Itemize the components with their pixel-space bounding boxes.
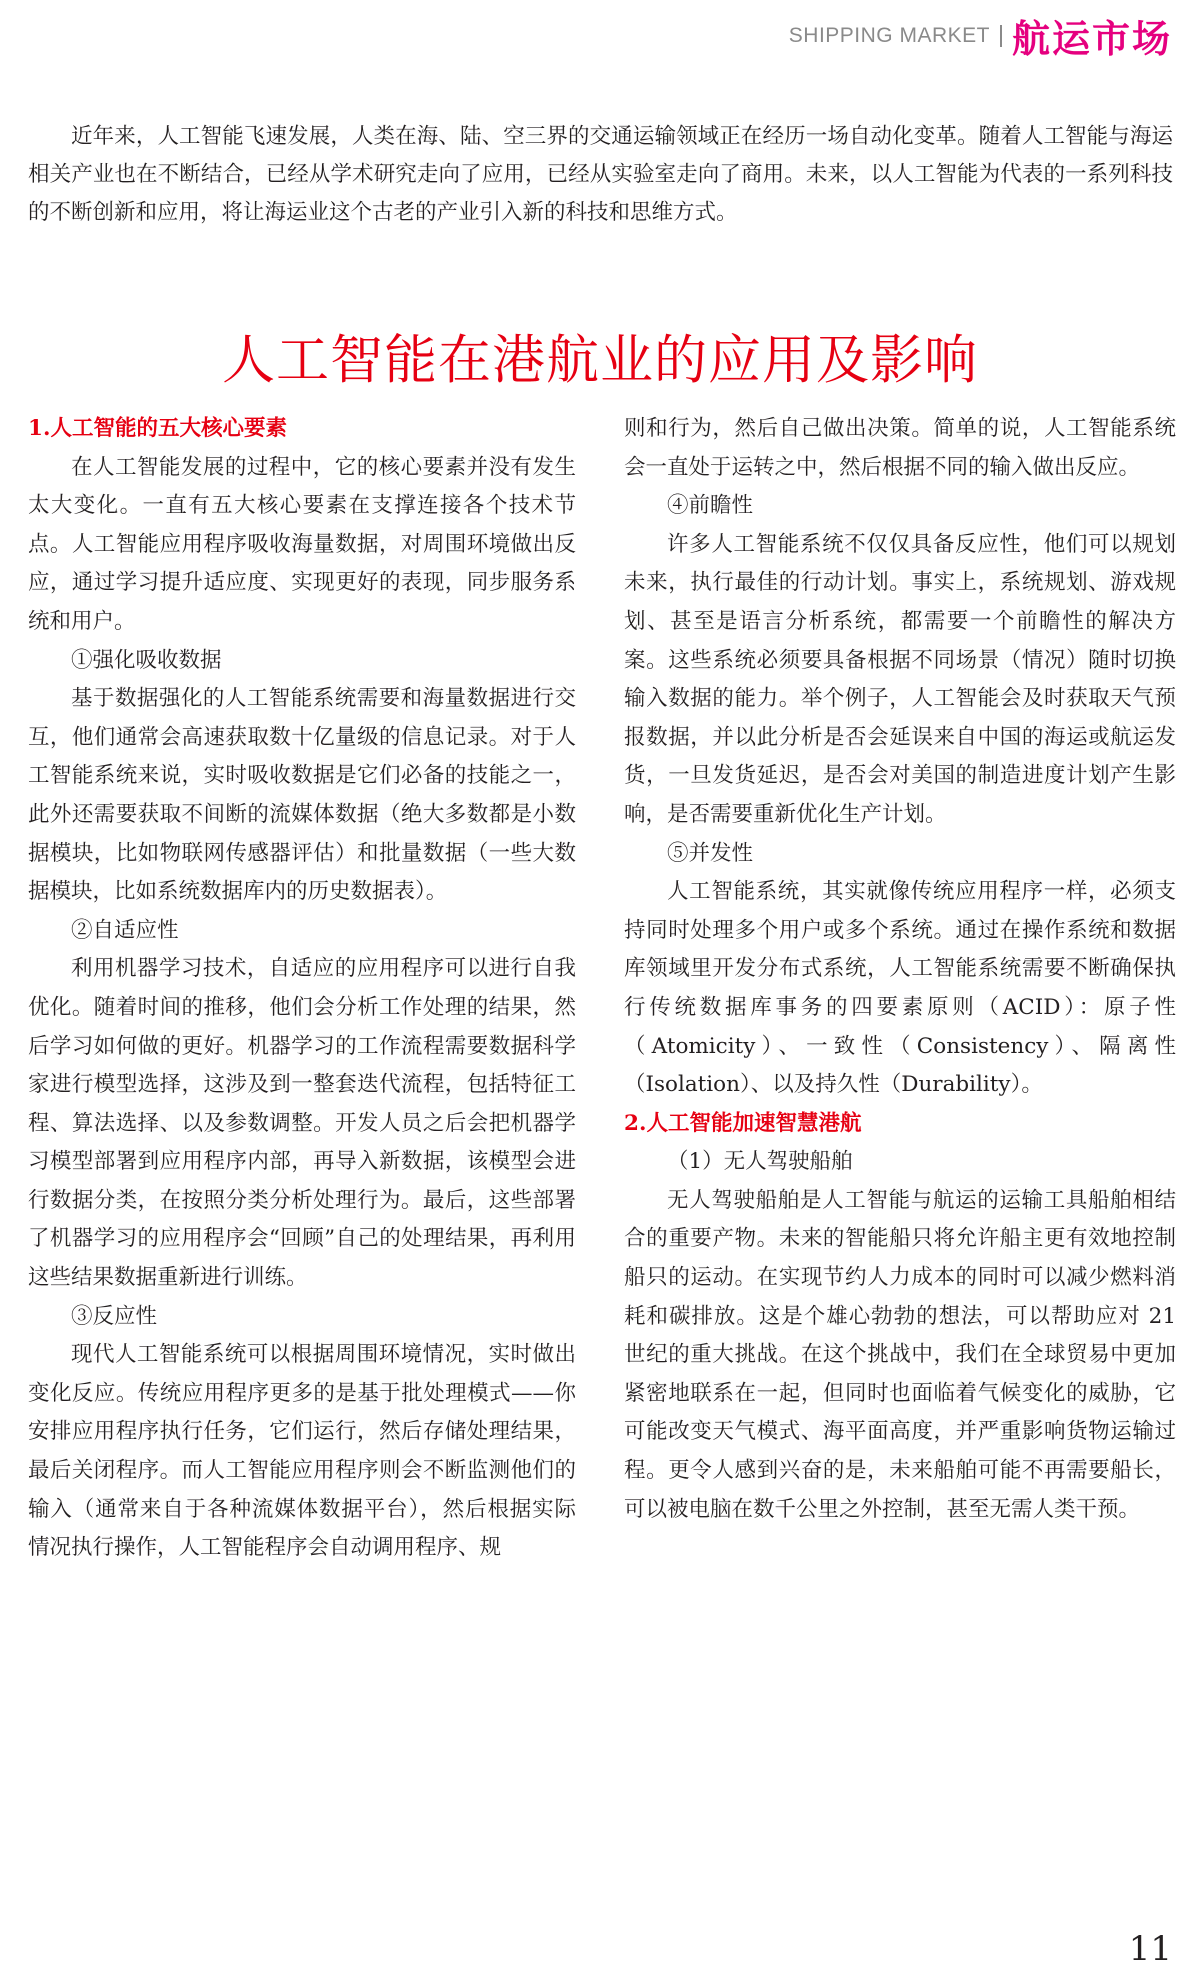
article-title: 人工智能在港航业的应用及影响 — [222, 330, 978, 391]
subheading: ①强化吸收数据 — [71, 647, 222, 673]
subheading: ④前瞻性 — [667, 493, 754, 519]
page-number: 11 — [1128, 1929, 1172, 1969]
left-column — [28, 410, 576, 1568]
paragraph: 基于数据强化的人工智能系统需要和海量数据进行交互，他们通常会高速获取数十亿量级的信息记录。对于人工智能系统来说，实时吸收数据是它们必备的技能之一，此外还需要获取不间断的流媒体数据（绝大多数都是小数据模块，比如物联网传感器评估）和批量数据（一些大数据模块，比如系统数据库内的历史数据表）。 — [28, 686, 576, 905]
page-header — [789, 8, 1172, 63]
subheading: ⑤并发性 — [667, 840, 754, 866]
paragraph: 无人驾驶船舶是人工智能与航运的运输工具船舶相结合的重要产物。未来的智能船只将允许船主更有效地控制船只的运动。在实现节约人力成本的同时可以减少燃料消耗和碳排放。这是个雄心勃勃的想法，可以帮助应对 21 世纪的重大挑战。在这个挑战中，我们在全球贸易中更加紧密地联系在一起，但同时也面临着气候变化的威胁，它可能改变天气模式、海平面高度，并严重影响货物运输过程。更令人感到兴奋的是，未来船舶可能不再需要船长，可以被电脑在数千公里之外控制，甚至无需人类干预。 — [624, 1187, 1176, 1522]
paragraph-continued: 则和行为，然后自己做出决策。简单的说，人工智能系统会一直处于运转之中，然后根据不同的输入做出反应。 — [624, 416, 1176, 480]
section-1-heading: 1.人工智能的五大核心要素 — [28, 416, 287, 441]
header-divider — [1000, 25, 1002, 47]
intro-block — [28, 118, 1173, 232]
subheading: ③反应性 — [71, 1303, 158, 1329]
section-label-cn: 航运市场 — [1011, 17, 1172, 61]
right-column — [624, 410, 1176, 1529]
subheading: ②自适应性 — [71, 917, 179, 943]
paragraph: 现代人工智能系统可以根据周围环境情况，实时做出变化反应。传统应用程序更多的是基于批处理模式——你安排应用程序执行任务，它们运行，然后存储处理结果，最后关闭程序。而人工智能应用程序则会不断监测他们的输入（通常来自于各种流媒体数据平台），然后根据实际情况执行操作，人工智能程序会自动调用程序、规 — [28, 1342, 576, 1561]
paragraph: 利用机器学习技术，自适应的应用程序可以进行自我优化。随着时间的推移，他们会分析工作处理的结果，然后学习如何做的更好。机器学习的工作流程需要数据科学家进行模型选择，这涉及到一整套迭代流程，包括特征工程、算法选择、以及参数调整。开发人员之后会把机器学习模型部署到应用程序内部，再导入新数据，该模型会进行数据分类，在按照分类分析处理行为。最后，这些部署了机器学习的应用程序会“回顾”自己的处理结果，再利用这些结果数据重新进行训练。 — [28, 956, 576, 1291]
intro-paragraph: 近年来，人工智能飞速发展，人类在海、陆、空三界的交通运输领域正在经历一场自动化变革。随着人工智能与海运相关产业也在不断结合，已经从学术研究走向了应用，已经从实验室走向了商用。未来，以人工智能为代表的一系列科技的不断创新和应用，将让海运业这个古老的产业引入新的科技和思维方式。 — [28, 124, 1173, 225]
section-label-en: SHIPPING MARKET — [788, 23, 990, 47]
paragraph: 在人工智能发展的过程中，它的核心要素并没有发生太大变化。一直有五大核心要素在支撑连接各个技术节点。人工智能应用程序吸收海量数据，对周围环境做出反应，通过学习提升适应度、实现更好的表现，同步服务系统和用户。 — [28, 454, 576, 634]
section-2-heading: 2.人工智能加速智慧港航 — [624, 1110, 862, 1136]
paragraph: 许多人工智能系统不仅仅具备反应性，他们可以规划未来，执行最佳的行动计划。事实上，系统规划、游戏规划、甚至是语言分析系统，都需要一个前瞻性的解决方案。这些系统必须要具备根据不同场景（情况）随时切换输入数据的能力。举个例子，人工智能会及时获取天气预报数据，并以此分析是否会延误来自中国的海运或航运发货，一旦发货延迟，是否会对美国的制造进度计划产生影响，是否需要重新优化生产计划。 — [624, 531, 1176, 827]
paragraph: 人工智能系统，其实就像传统应用程序一样，必须支持同时处理多个用户或多个系统。通过在操作系统和数据库领域里开发分布式系统，人工智能系统需要不断确保执行传统数据库事务的四要素原则（ACID）：原子性（Atomicity）、一致性（Consistency）、隔离性（Isolation）、以及持久性（Durability）。 — [624, 879, 1176, 1098]
subheading: （1）无人驾驶船舶 — [667, 1149, 853, 1175]
